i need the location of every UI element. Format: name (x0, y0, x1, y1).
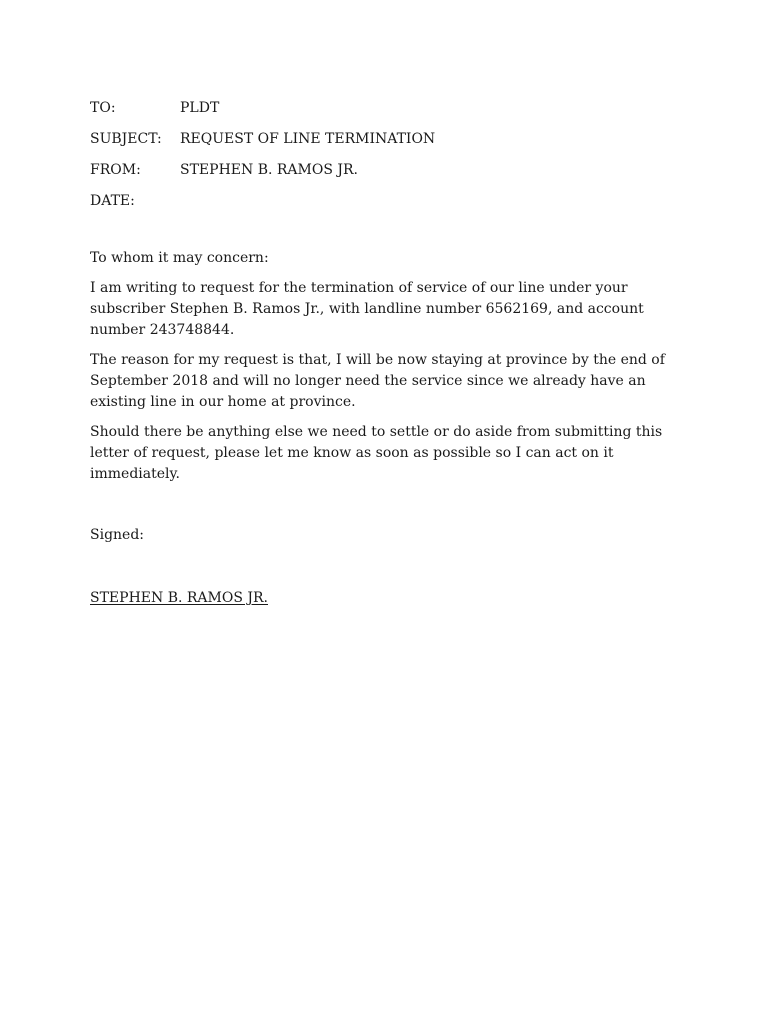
subject-row (90, 123, 690, 154)
from-value: STEPHEN B. RAMOS JR. (180, 161, 358, 178)
letter-document (90, 92, 690, 609)
date-label: DATE: (90, 192, 135, 209)
to-label: TO: (90, 99, 116, 116)
date-row (90, 185, 690, 216)
salutation: To whom it may concern: (90, 250, 269, 266)
signed-label: Signed: (90, 527, 145, 543)
from-row (90, 154, 690, 185)
from-label: FROM: (90, 161, 141, 178)
body-paragraph-closing: Should there be anything else we need to settle or do aside from submitting this letter of request, please let me know as soon as possible so I can act on it immediately. (90, 424, 663, 482)
signature-name: STEPHEN B. RAMOS JR. (90, 590, 268, 606)
subject-label: SUBJECT: (90, 130, 162, 147)
memo-header (90, 92, 690, 216)
subject-value: REQUEST OF LINE TERMINATION (180, 130, 436, 147)
to-value: PLDT (180, 99, 220, 116)
body-paragraph-reason: The reason for my request is that, I will be now staying at province by the end of September 2018 and will no longer need the service since we already have an existing line in our home at province. (90, 352, 665, 410)
to-row (90, 92, 690, 123)
body-paragraph-request: I am writing to request for the termination of service of our line under your subscriber Stephen B. Ramos Jr., with landline number 6562169, and account number 243748844. (90, 280, 644, 338)
